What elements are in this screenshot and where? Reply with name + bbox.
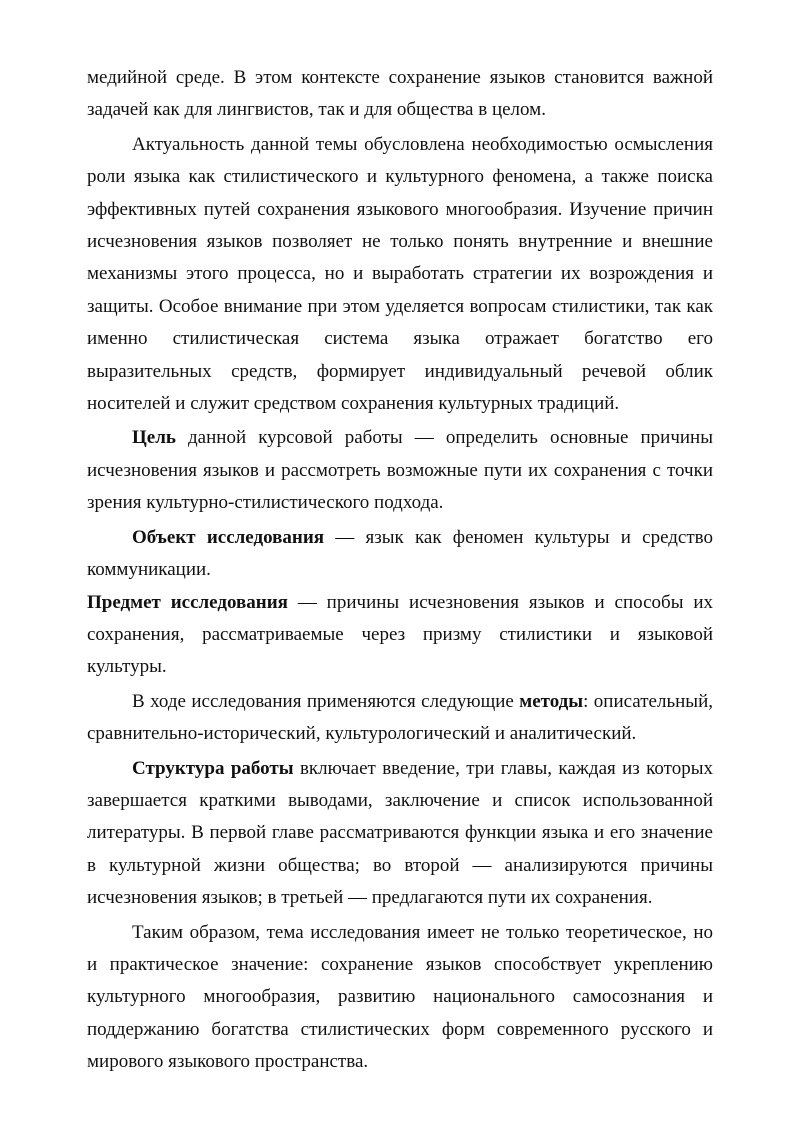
- paragraph-relevance: [87, 129, 713, 421]
- paragraph-structure: [87, 753, 713, 915]
- paragraph-text: : описательный, сравнительно-исторический, культурологический и аналитический.: [87, 690, 713, 745]
- paragraph-text: медийной среде. В этом контексте сохранение языков становится важной задачей как для лингвистов, так и для общества в целом.: [87, 67, 713, 121]
- paragraph-object: [87, 522, 713, 587]
- term-subject: Предмет исследования: [87, 591, 288, 613]
- paragraph-text: включает введение, три главы, каждая из которых завершается краткими выводами, заключение и список использованной литературы. В первой главе рассматриваются функции языка и его значение в культурной жизни общества; во второй — анализируются причины исчезновения языков; в третьей — предлагаются пути их сохранения.: [87, 757, 713, 909]
- paragraph-text: Актуальность данной темы обусловлена необходимостью осмысления роли языка как стилистического и культурного феномена, а также поиска эффективных путей сохранения языкового многообразия. Изучение причин исчезновения языков позволяет не только понять внутренние и внешние механизмы этого процесса, но и выработать стратегии их возрождения и защиты. Особое внимание при этом уделяется вопросам стилистики, так как именно стилистическая система языка отражает богатство его выразительных средств, формирует индивидуальный речевой облик носителей и служит средством сохранения культурных традиций.: [87, 133, 713, 415]
- term-goal: Цель: [132, 427, 176, 449]
- term-methods: методы: [519, 690, 584, 712]
- paragraph-methods: [87, 686, 713, 751]
- paragraph-continuation: [87, 62, 713, 127]
- paragraph-goal: [87, 422, 713, 519]
- paragraph-text: Таким образом, тема исследования имеет не только теоретическое, но и практическое значение: сохранение языков способствует укреплению культурного многообразия, развитию национального самосознания и поддержанию богатства стилистических форм современного русского и мирового языкового пространства.: [87, 921, 713, 1073]
- paragraph-text: — причины исчезновения языков и способы их сохранения, рассматриваемые через призму стилистики и языковой культуры.: [87, 591, 714, 678]
- document-body: [87, 62, 713, 1079]
- paragraph-text: — язык как феномен культуры и средство коммуникации.: [87, 526, 713, 581]
- paragraph-text: В ходе исследования применяются следующие: [132, 690, 520, 712]
- term-object: Объект исследования: [132, 526, 325, 548]
- paragraph-conclusion: [87, 917, 713, 1079]
- paragraph-subject: [87, 587, 713, 684]
- paragraph-text: данной курсовой работы — определить основные причины исчезновения языков и рассмотреть возможные пути их сохранения с точки зрения культурно-стилистического подхода.: [87, 427, 713, 514]
- term-structure: Структура работы: [132, 757, 294, 779]
